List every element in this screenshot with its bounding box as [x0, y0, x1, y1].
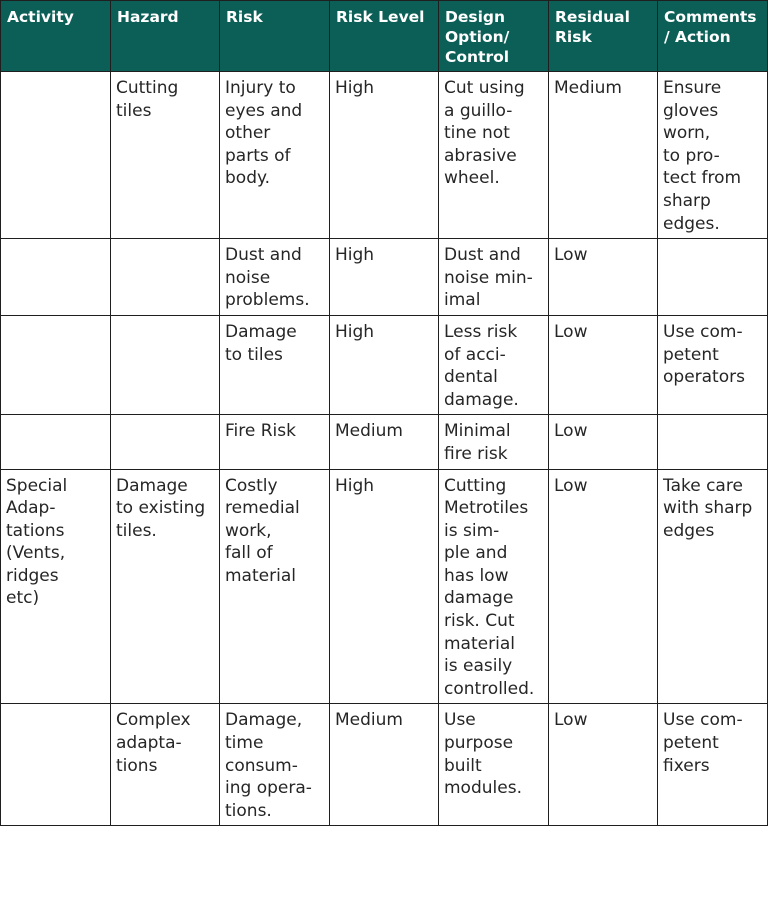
cell-activity — [1, 239, 111, 316]
cell-comments — [658, 239, 768, 316]
table-row — [1, 315, 768, 414]
cell-activity — [1, 415, 111, 469]
cell-hazard: Damage to existing tiles. — [111, 469, 220, 704]
cell-risk: Damage, time consum- ing opera- tions. — [220, 704, 330, 826]
cell-activity — [1, 72, 111, 239]
table-row — [1, 415, 768, 469]
cell-activity: Special Adap- tations (Vents, ridges etc) — [1, 469, 111, 704]
cell-hazard: Cutting tiles — [111, 72, 220, 239]
header-risk: Risk — [220, 1, 330, 72]
cell-residual-risk: Low — [549, 469, 658, 704]
cell-residual-risk: Low — [549, 315, 658, 414]
cell-activity — [1, 704, 111, 826]
cell-residual-risk: Medium — [549, 72, 658, 239]
cell-residual-risk: Low — [549, 415, 658, 469]
header-risk-level: Risk Level — [330, 1, 439, 72]
cell-risk: Damage to tiles — [220, 315, 330, 414]
cell-comments: Take care with sharp edges — [658, 469, 768, 704]
cell-comments: Use com- petent fixers — [658, 704, 768, 826]
cell-hazard: Complex adapta- tions — [111, 704, 220, 826]
cell-risk-level: Medium — [330, 415, 439, 469]
cell-design-control: Less risk of acci- dental damage. — [439, 315, 549, 414]
table-row — [1, 239, 768, 316]
cell-design-control: Cut using a guillo- tine not abrasive wheel. — [439, 72, 549, 239]
cell-comments: Ensure gloves worn, to pro- tect from sharp edges. — [658, 72, 768, 239]
cell-risk: Dust and noise problems. — [220, 239, 330, 316]
table-header-row — [1, 1, 768, 72]
header-comments-action: Comments / Action — [658, 1, 768, 72]
header-design-option-control: Design Option/ Control — [439, 1, 549, 72]
cell-comments: Use com- petent operators — [658, 315, 768, 414]
cell-residual-risk: Low — [549, 239, 658, 316]
header-activity: Activity — [1, 1, 111, 72]
cell-design-control: Use purpose built modules. — [439, 704, 549, 826]
cell-hazard — [111, 315, 220, 414]
table-row — [1, 704, 768, 826]
cell-risk-level: Medium — [330, 704, 439, 826]
cell-risk-level: High — [330, 72, 439, 239]
cell-comments — [658, 415, 768, 469]
cell-residual-risk: Low — [549, 704, 658, 826]
cell-risk: Costly remedial work, fall of material — [220, 469, 330, 704]
cell-design-control: Dust and noise min- imal — [439, 239, 549, 316]
cell-design-control: Minimal fire risk — [439, 415, 549, 469]
cell-activity — [1, 315, 111, 414]
cell-hazard — [111, 239, 220, 316]
header-residual-risk: Residual Risk — [549, 1, 658, 72]
cell-hazard — [111, 415, 220, 469]
cell-risk-level: High — [330, 239, 439, 316]
cell-risk-level: High — [330, 315, 439, 414]
cell-risk: Injury to eyes and other parts of body. — [220, 72, 330, 239]
header-hazard: Hazard — [111, 1, 220, 72]
cell-risk: Fire Risk — [220, 415, 330, 469]
cell-risk-level: High — [330, 469, 439, 704]
table-row — [1, 469, 768, 704]
table-row — [1, 72, 768, 239]
cell-design-control: Cutting Metrotiles is sim- ple and has low damage risk. Cut material is easily controlled. — [439, 469, 549, 704]
